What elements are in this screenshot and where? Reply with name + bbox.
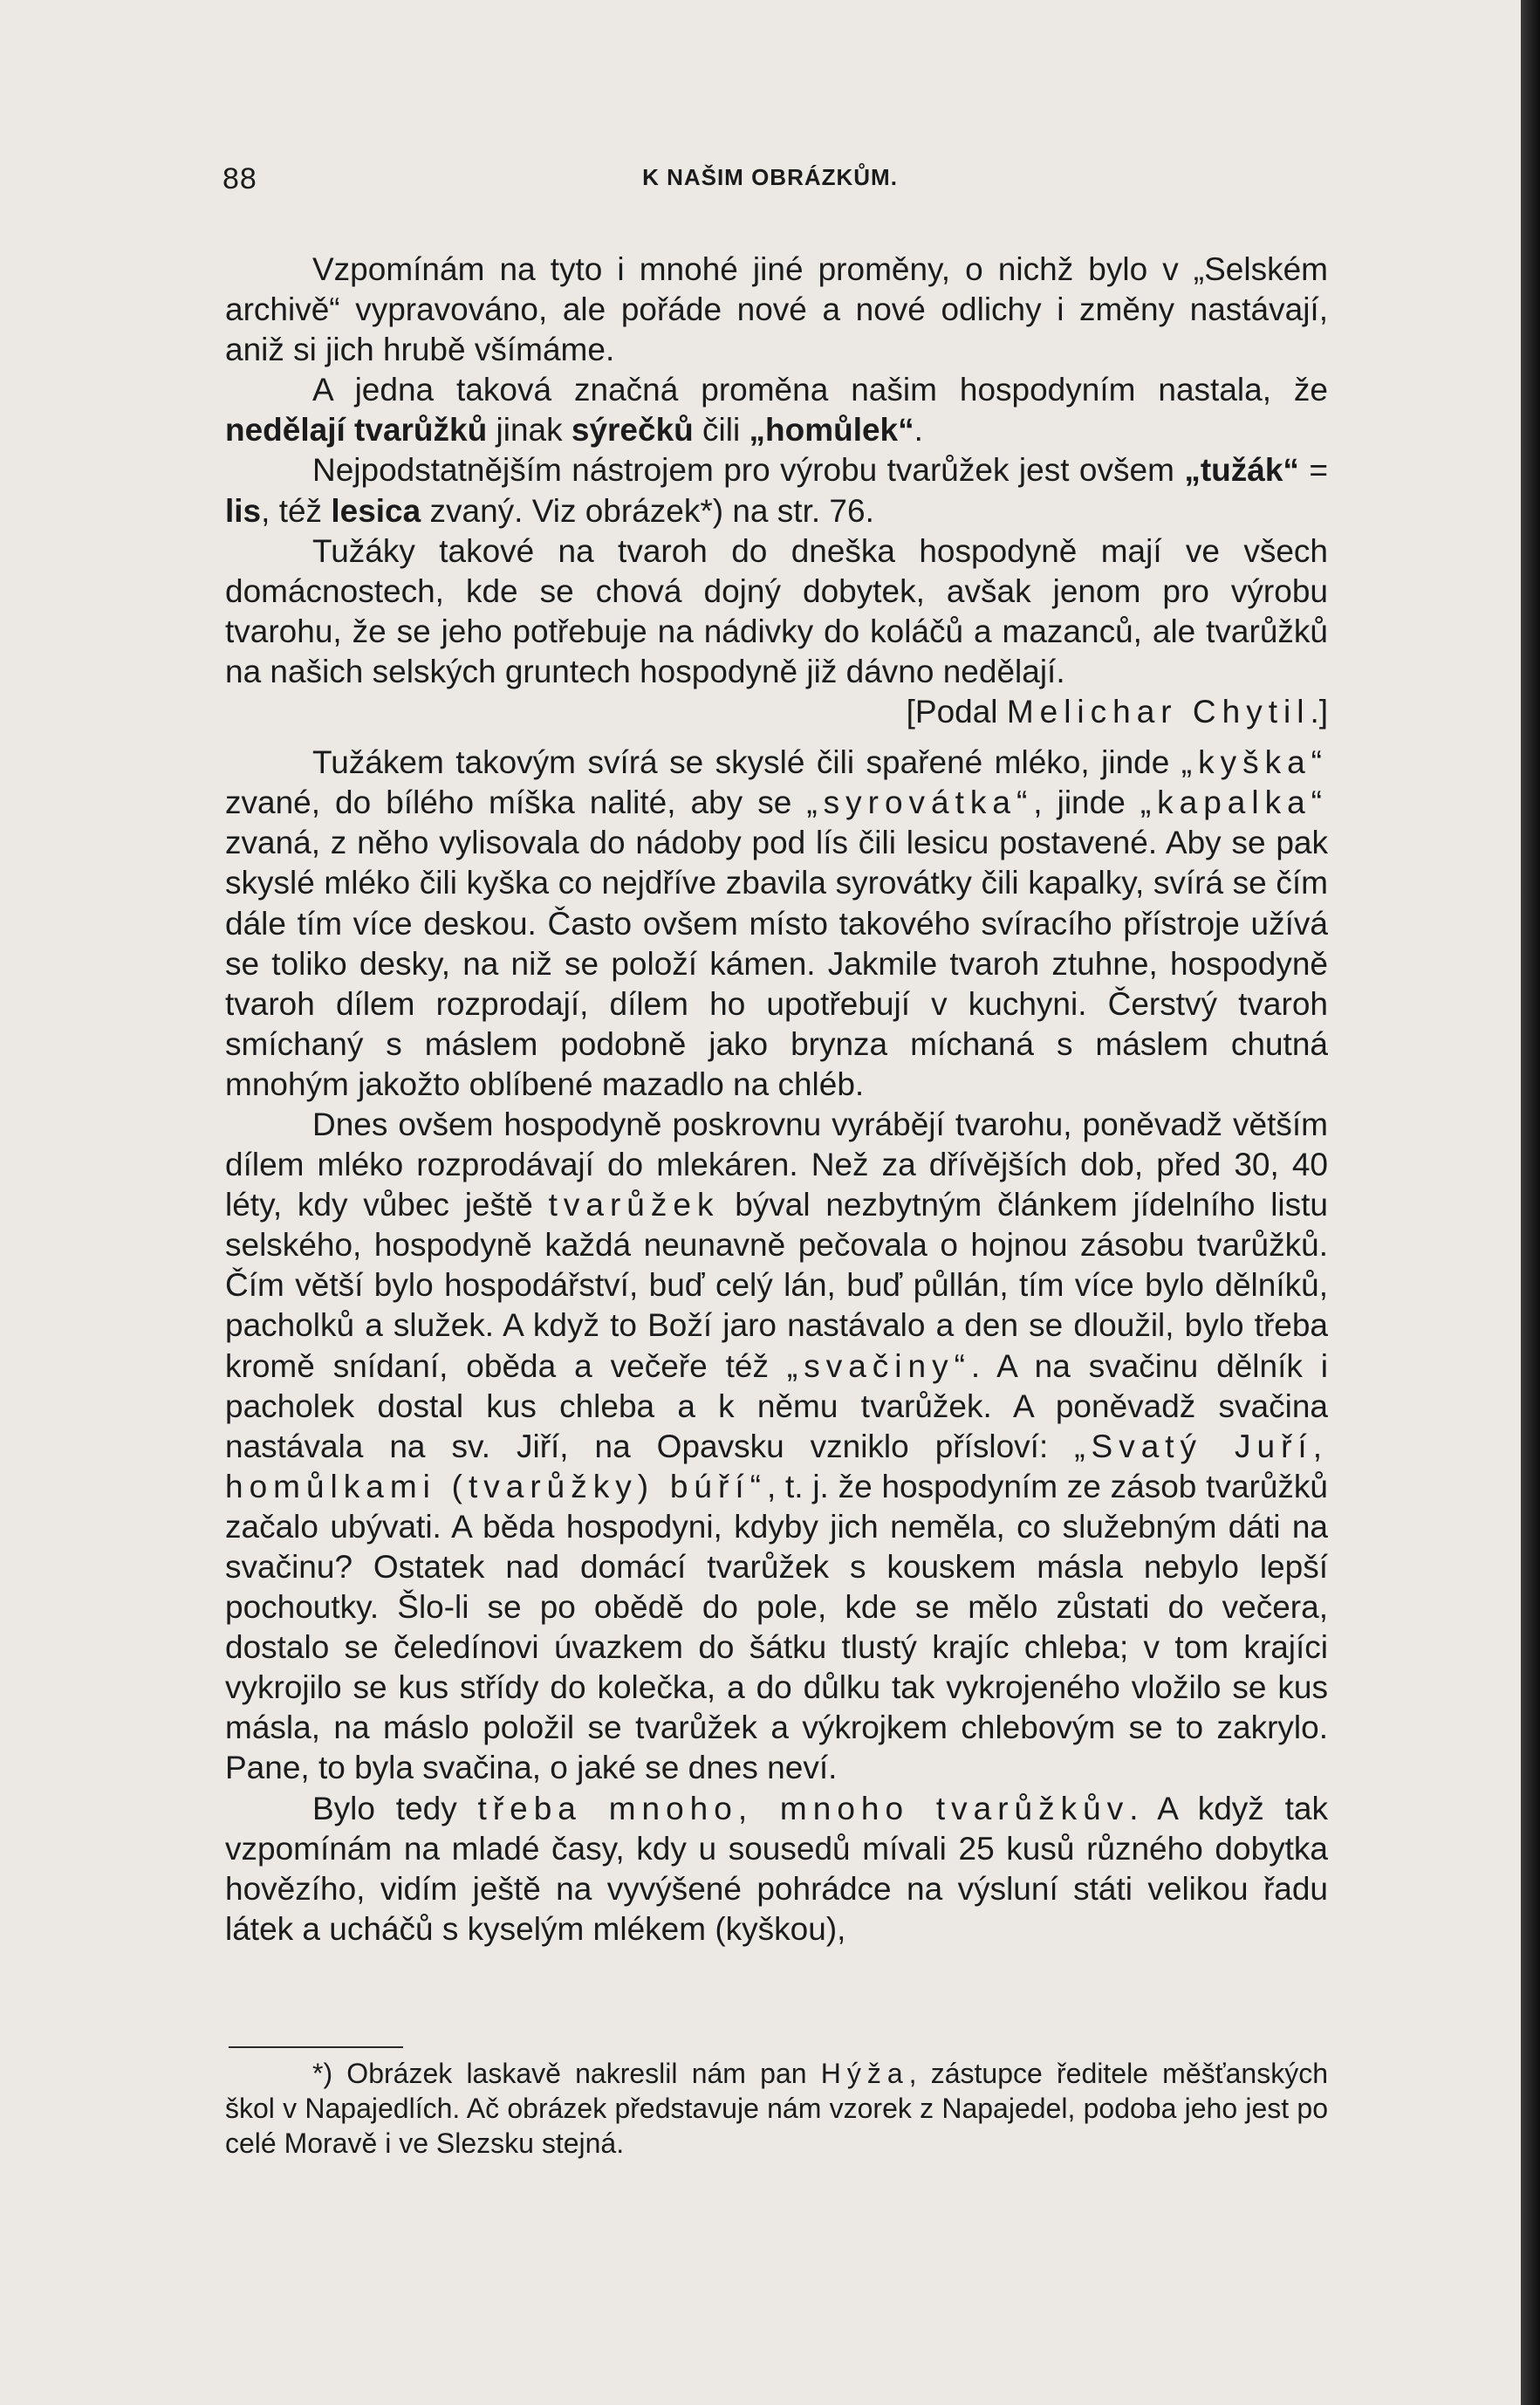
- term-mnoho-tvaruzkuv: třeba mnoho, mnoho tvarůžkův: [477, 1790, 1130, 1826]
- paragraph-3-text-b: =: [1298, 452, 1328, 489]
- term-lesica: lesica: [331, 492, 421, 529]
- paragraph-4: [225, 531, 1328, 692]
- paragraph-5-text-d: zvaná, z něho vylisovala do nádoby pod lís čili lesicu postavené. Aby se pak skyslé mléko čili kyška co nejdříve zbavila syrovátky čili kapalky, svírá se čím dále tím více deskou. Často ovšem místo takového svíracího přístroje užívá se toliko desky, na niž se položí kámen. Jakmile tvaroh ztuhne, hospodyně tvaroh dílem rozprodají, dílem ho upotřebují v kuchyni. Čerstvý tvaroh smíchaný s máslem podobně jako brynza míchaná s máslem chutná mnohým jakožto oblíbené mazadlo na chléb.: [225, 825, 1328, 1102]
- term-tvaruzek: tvarůžek: [548, 1187, 720, 1223]
- paragraph-2-text-b: jinak: [487, 412, 572, 449]
- signature-suffix: .]: [1310, 694, 1328, 730]
- paragraph-7-text-b: . A když tak vzpomínám na mladé časy, kdy u sousedů mívali 25 kusů různého dobytka hovězího, vidím ještě na vyvýšené pohrádce na výsluní státi velikou řadu látek a ucháčů s kyselým mlékem (kyškou),: [225, 1790, 1328, 1947]
- paragraph-6-text-d: , t. j. že hospodyním ze zásob tvarůžků začalo ubývati. A běda hospodyni, kdyby jich neměla, co služebným dáti na svačinu? Ostatek nad domácí tvarůžek s kouskem másla nebylo lepší pochoutky. Šlo-li se po obědě do pole, kde se mělo zůstati do večera, dostalo se čeledínovi úvazkem do šátku tlustý krajíc chleba; v tom krajíci vykrojilo se kus střídy do kolečka, a do důlku tak vykrojeného vložilo se kus másla, na máslo položil se tvarůžek a výkrojkem chlebovým se to zakrylo. Pane, to byla svačina, o jaké se dnes neví.: [225, 1468, 1329, 1786]
- term-svaciny: „svačiny“: [786, 1347, 971, 1384]
- paragraph-6: [225, 1105, 1328, 1789]
- paragraph-5-text-b: zvané, do bílého míška nalité, aby se: [225, 785, 807, 821]
- term-lis: lis: [225, 492, 262, 529]
- term-syrovatka: „syrovátka“: [806, 785, 1034, 821]
- footnote-text-a: *) Obrázek laskavě nakreslil nám pan: [312, 2058, 821, 2089]
- paragraph-5-text-a: Tužákem takovým svírá se skyslé čili spařené mléko, jinde: [312, 744, 1181, 781]
- running-title: K NAŠIM OBRÁZKŮM.: [642, 164, 898, 190]
- proverb: „Svatý Juří, homůlkami (tvarůžky) búří“: [225, 1428, 1328, 1504]
- footnote-text-b: , zástupce ředitele měšťanských škol v Napajedlích. Ač obrázek představuje nám vzorek z Napajedel, podoba jeho jest po celé Moravě i ve Slezsku stejná.: [225, 2058, 1329, 2159]
- paragraph-2-text-d: .: [914, 412, 923, 449]
- signature-name: Melichar Chytil: [1006, 694, 1311, 730]
- footnote-name: Hýža: [820, 2058, 909, 2089]
- paragraph-3-text-c: , též: [261, 492, 332, 529]
- signature-prefix: [Podal: [906, 694, 1007, 730]
- paragraph-4-text: Tužáky takové na tvaroh do dneška hospodyně mají ve všech domácnostech, kde se chová dojný dobytek, avšak jenom pro výrobu tvarohu, že se jeho potřebuje na nádivky do koláčů a mazanců, ale tvarůžků na našich selských gruntech hospodyně již dávno nedělají.: [225, 532, 1328, 689]
- term-kyska: „kyška“: [1181, 744, 1328, 781]
- paragraph-7: [225, 1789, 1328, 1949]
- paragraph-6-text-a: Dnes ovšem hospodyně poskrovnu vyrábějí tvarohu, poněvadž větším dílem mléko rozprodávají do mlekáren. Než za dřívějších dob, před 30, 40 léty, kdy vůbec ještě: [225, 1106, 1328, 1223]
- footnote: [225, 2056, 1328, 2161]
- footnote-rule: [229, 2046, 403, 2048]
- signature: [225, 692, 1328, 732]
- paragraph-6-text-c: . A na svačinu dělník i pacholek dostal kus chleba a k němu tvarůžek. A poněvadž svačina nastávala na sv. Jiří, na Opavsku vzniklo přísloví:: [225, 1347, 1328, 1464]
- paragraph-2-text-c: čili: [693, 412, 749, 449]
- term-homulek: „homůlek“: [749, 412, 914, 449]
- term-syrecku: sýrečků: [571, 412, 694, 449]
- term-tuzak: „tužák“: [1184, 452, 1299, 489]
- main-text: [225, 250, 1328, 1949]
- term-kapalka: „kapalka“: [1140, 785, 1328, 821]
- paragraph-2: [225, 370, 1328, 450]
- page-edge-shadow: [1521, 0, 1540, 2405]
- footnote-text: [225, 2056, 1328, 2161]
- term-nedelaji-tvaruzku: nedělají tvarůžků: [225, 412, 488, 449]
- paragraph-3-text-d: zvaný. Viz obrázek*) na str. 76.: [421, 492, 874, 529]
- paragraph-5-text-c: , jinde: [1033, 785, 1140, 821]
- paragraph-6-text-b: býval nezbytným článkem jídelního listu selského, hospodyně každá neunavně pečovala o hojnou zásobu tvarůžků. Čím větší bylo hospodářství, buď celý lán, buď půllán, tím více bylo dělníků, pacholků a služek. A když to Boží jaro nastávalo a den se dloužil, bylo třeba kromě snídaní, oběda a večeře též: [225, 1187, 1328, 1384]
- paragraph-7-text-a: Bylo tedy: [312, 1790, 478, 1826]
- paragraph-3: [225, 450, 1328, 531]
- paragraph-5: [225, 743, 1328, 1105]
- page-number: 88: [222, 162, 257, 195]
- paragraph-1: [225, 250, 1328, 370]
- paragraph-3-text-a: Nejpodstatnějším nástrojem pro výrobu tvarůžek jest ovšem: [312, 452, 1185, 489]
- paragraph-1-text: Vzpomínám na tyto i mnohé jiné proměny, o nichž bylo v „Selském archivě“ vypravováno, ale pořáde nové a nové odlichy i změny nastávají, aniž si jich hrubě všímáme.: [225, 251, 1328, 368]
- page-header: [222, 155, 1318, 199]
- paragraph-2-text-a: A jedna taková značná proměna našim hospodyním nastala, že: [312, 372, 1328, 408]
